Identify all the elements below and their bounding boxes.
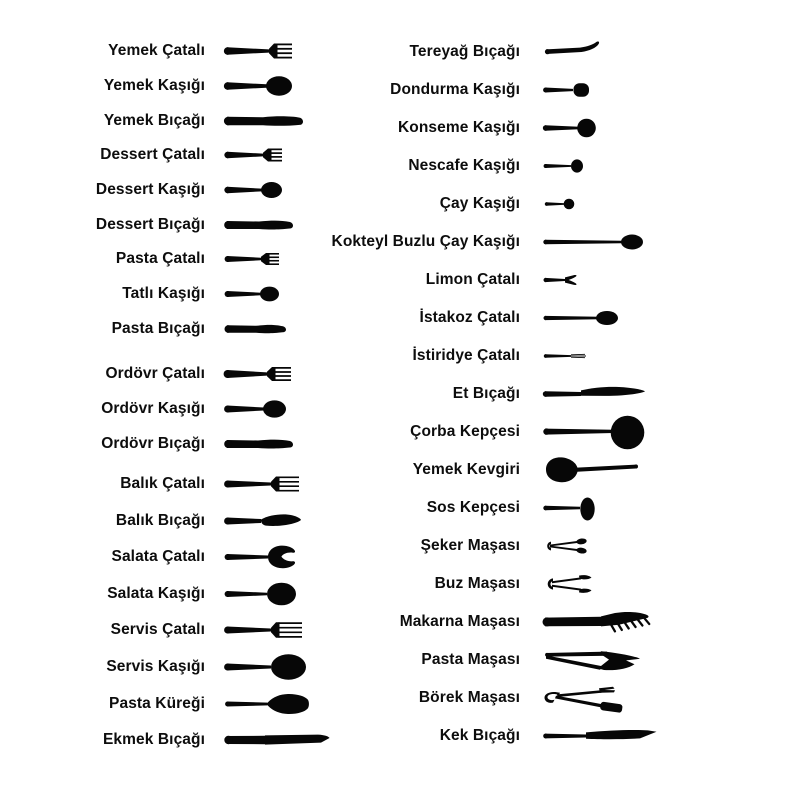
cutlery-row [280, 641, 800, 679]
hors-doeuvre-spoon-icon [225, 389, 287, 429]
cutlery-label: Yemek Kaşığı [103, 77, 205, 95]
meat-knife-icon [543, 374, 646, 414]
cutlery-label: Dondurma Kaşığı [390, 81, 520, 98]
cutlery-row [280, 489, 800, 527]
cutlery-row [280, 527, 800, 565]
cutlery-label: Salata Çatalı [111, 548, 205, 566]
ice-tongs-icon [543, 564, 594, 604]
ice-cream-spoon-icon [543, 70, 590, 110]
cutlery-row [280, 299, 800, 337]
cutlery-label: Tereyağ Bıçağı [409, 43, 520, 60]
cutlery-label: Pasta Maşası [421, 651, 520, 668]
cutlery-label: Servis Kaşığı [106, 657, 205, 675]
cutlery-label: İstiridye Çatalı [412, 347, 520, 364]
cutlery-label: Çorba Kepçesi [410, 423, 520, 440]
cutlery-label: Ordövr Bıçağı [101, 435, 205, 453]
cutlery-label: Pasta Küreği [109, 694, 205, 712]
cake-tongs-icon [543, 640, 643, 680]
lemon-fork-icon [543, 260, 578, 300]
sugar-tongs-icon [543, 526, 589, 566]
consomme-spoon-icon [543, 108, 596, 148]
cutlery-label: Kek Bıçağı [439, 727, 520, 744]
soup-ladle-icon [543, 412, 645, 452]
cutlery-label: Balık Çatalı [120, 474, 205, 492]
cutlery-label: Ordövr Kaşığı [101, 400, 205, 418]
skimmer-icon [543, 450, 639, 490]
cutlery-label: Salata Kaşığı [107, 584, 205, 602]
cutlery-label: Pasta Bıçağı [111, 319, 205, 337]
cutlery-label: Sos Kepçesi [426, 499, 520, 516]
cutlery-row [280, 147, 800, 185]
cutlery-label: Çay Kaşığı [439, 195, 520, 212]
lobster-fork-icon [543, 298, 619, 338]
pastry-tongs-icon [543, 678, 643, 718]
cutlery-label: Limon Çatalı [425, 271, 520, 288]
cutlery-row [280, 185, 800, 223]
cutlery-label: Dessert Bıçağı [95, 215, 205, 233]
cutlery-label: Tatlı Kaşığı [122, 285, 205, 303]
cutlery-label: Pasta Çatalı [115, 250, 205, 268]
cutlery-label: Balık Bıçağı [115, 511, 205, 529]
cutlery-row [280, 261, 800, 299]
oyster-fork-icon [543, 336, 586, 376]
iced-tea-spoon-icon [543, 222, 644, 262]
cutlery-row [280, 413, 800, 451]
cutlery-label: İstakoz Çatalı [419, 309, 520, 326]
cutlery-row [280, 451, 800, 489]
sauce-ladle-icon [543, 488, 601, 528]
cake-knife-icon [543, 716, 658, 756]
cutlery-label: Yemek Kevgiri [412, 461, 520, 478]
cutlery-row [280, 337, 800, 375]
cutlery-row [280, 603, 800, 641]
cutlery-label: Yemek Bıçağı [103, 111, 205, 129]
cutlery-label: Buz Maşası [434, 575, 520, 592]
cutlery-label: Konseme Kaşığı [398, 119, 520, 136]
cutlery-label: Makarna Maşası [399, 613, 520, 630]
cutlery-row [280, 33, 800, 71]
cutlery-label: Yemek Çatalı [108, 42, 205, 60]
cutlery-row [280, 679, 800, 717]
pasta-tongs-icon [543, 602, 651, 642]
cutlery-label: Ordövr Çatalı [105, 365, 205, 383]
cutlery-label: Servis Çatalı [110, 621, 205, 639]
cutlery-row [280, 109, 800, 147]
cutlery-label: Şeker Maşası [420, 537, 520, 554]
butter-knife-icon [543, 32, 600, 72]
cutlery-row [280, 71, 800, 109]
cutlery-label: Ekmek Bıçağı [102, 731, 205, 749]
cutlery-label: Dessert Kaşığı [95, 181, 205, 199]
pastry-knife-icon [225, 309, 288, 349]
cutlery-label: Kokteyl Buzlu Çay Kaşığı [331, 233, 520, 250]
right-column [280, 33, 800, 755]
cutlery-row [280, 375, 800, 413]
cutlery-label: Et Bıçağı [452, 385, 520, 402]
cutlery-row [280, 717, 800, 755]
cutlery-label: Nescafe Kaşığı [408, 157, 520, 174]
cutlery-row [280, 565, 800, 603]
cutlery-row [280, 223, 800, 261]
nescafe-spoon-icon [543, 146, 584, 186]
cutlery-label: Dessert Çatalı [100, 146, 205, 164]
tea-spoon-icon [543, 184, 575, 224]
cutlery-label: Börek Maşası [418, 689, 520, 706]
